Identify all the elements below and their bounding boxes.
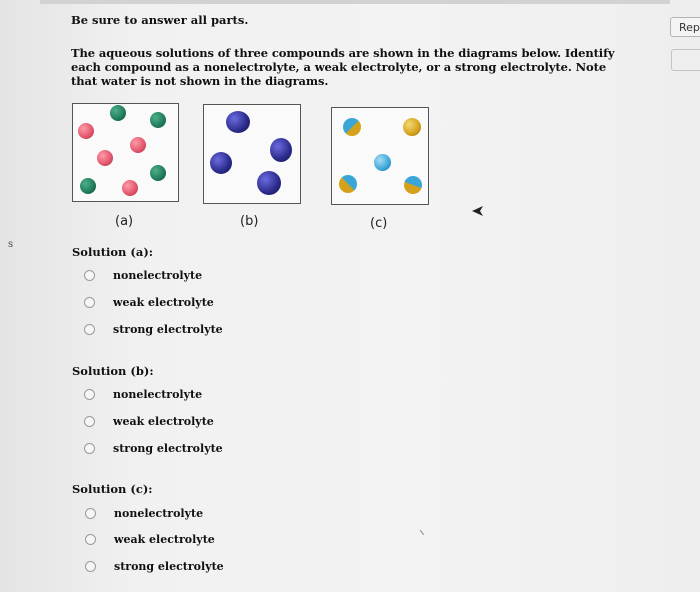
radio-button[interactable] [84,297,95,308]
solution-b-weak-option[interactable] [84,415,214,428]
radio-button[interactable] [84,270,95,281]
side-panel-button[interactable] [671,49,700,71]
option-label: strong electrolyte [114,560,224,573]
radio-button[interactable] [85,561,96,572]
green-ion [150,112,166,128]
diagram-a-caption: (a) [115,214,134,229]
red-ion [78,123,94,139]
solution-c-strong-option[interactable] [85,560,224,573]
option-label: weak electrolyte [113,415,214,428]
report-button[interactable]: Rep [670,17,700,37]
mixed-molecule [339,175,357,193]
solution-b-label: Solution (b): [72,364,154,378]
option-label: nonelectrolyte [114,507,204,520]
blue-molecule [270,138,292,162]
diagram-a [72,103,179,202]
radio-button[interactable] [84,443,95,454]
blue-molecule [257,171,281,195]
mixed-molecule [343,118,361,136]
diagram-b-caption: (b) [240,214,259,229]
lightblue-atom [374,154,391,171]
solution-c-label: Solution (c): [72,482,153,496]
radio-button[interactable] [84,389,95,400]
red-ion [97,150,113,166]
option-label: strong electrolyte [113,323,223,336]
radio-button[interactable] [85,508,96,519]
yellow-atom [403,118,421,136]
solution-c-weak-option[interactable] [85,533,215,546]
solution-b-strong-option[interactable] [84,442,223,455]
radio-button[interactable] [84,416,95,427]
solution-c-nonelectrolyte-option[interactable] [85,507,203,520]
diagram-b [203,104,301,204]
radio-button[interactable] [84,324,95,335]
green-ion [150,165,166,181]
option-label: weak electrolyte [114,533,215,546]
green-ion [80,178,96,194]
red-ion [122,180,138,196]
stray-mark [420,527,428,535]
mouse-cursor-icon [472,206,484,216]
diagram-c-caption: (c) [370,216,388,231]
solution-a-strong-option[interactable] [84,323,223,336]
green-ion [110,105,126,121]
option-label: weak electrolyte [113,296,214,309]
mixed-molecule [404,176,422,194]
solution-a-weak-option[interactable] [84,296,214,309]
red-ion [130,137,146,153]
option-label: strong electrolyte [113,442,223,455]
radio-button[interactable] [85,534,96,545]
diagram-c [331,107,429,205]
top-divider [40,0,670,4]
question-text: The aqueous solutions of three compounds are shown in the diagrams below. Identify each compound as a nonelectrolyte, a weak electrolyte, or a strong electrolyte. Note that water is not shown in the diagrams. [71,46,615,88]
solution-a-label: Solution (a): [72,245,153,259]
solution-a-nonelectrolyte-option[interactable] [84,269,202,282]
option-label: nonelectrolyte [113,269,203,282]
instructions-text: Be sure to answer all parts. [71,13,249,27]
option-label: nonelectrolyte [113,388,203,401]
solution-b-nonelectrolyte-option[interactable] [84,388,202,401]
blue-molecule [226,111,250,133]
blue-molecule [210,152,232,174]
margin-mark: s [8,239,14,250]
